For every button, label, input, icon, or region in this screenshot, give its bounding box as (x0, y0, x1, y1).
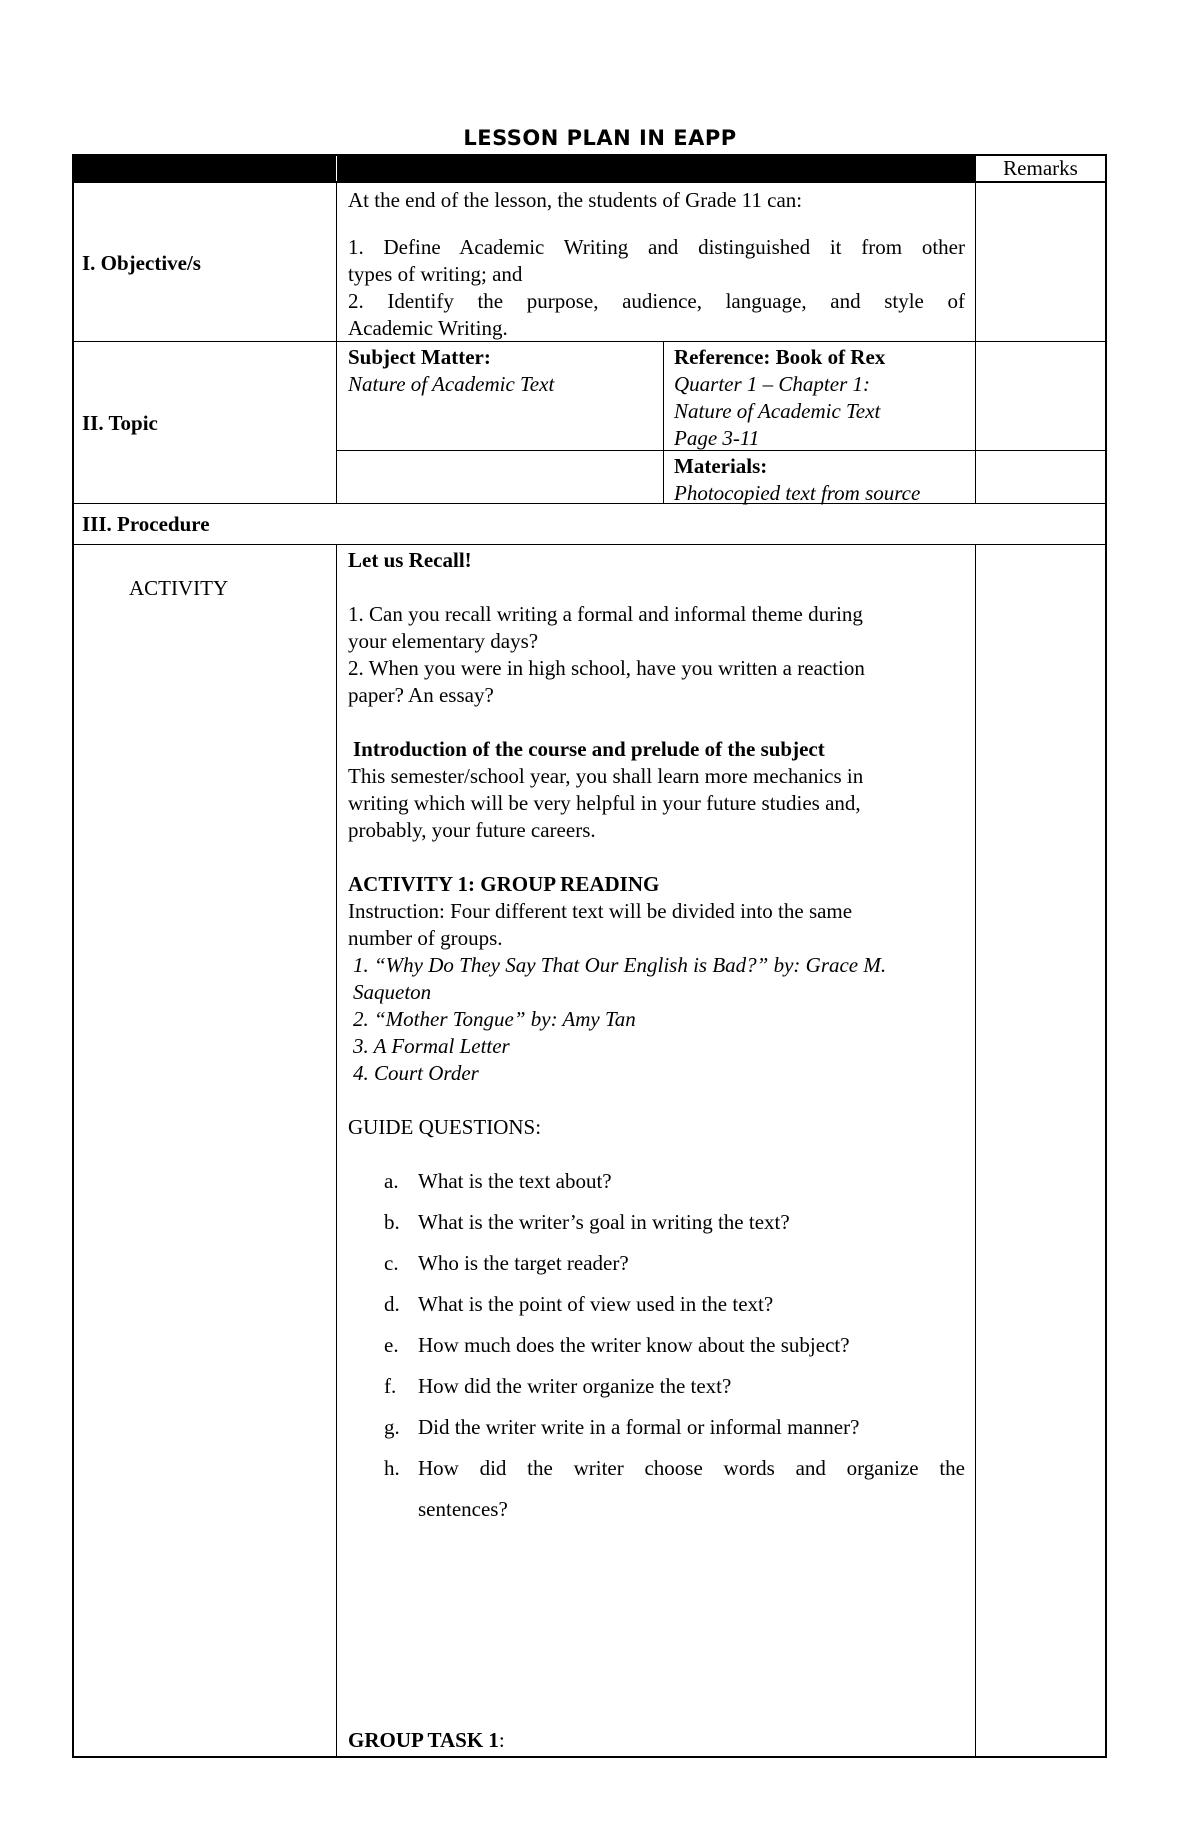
materials-value: Photocopied text from source (674, 481, 921, 505)
recall-heading: Let us Recall! (348, 548, 472, 572)
guide-question-letter: a. (384, 1169, 399, 1193)
recall-question-1-line1: 1. Can you recall writing a formal and informal theme during (348, 602, 863, 626)
recall-question-2-line2: paper? An essay? (348, 683, 494, 707)
recall-question-2-line1: 2. When you were in high school, have you written a reaction (348, 656, 865, 680)
subject-matter-value: Nature of Academic Text (348, 372, 555, 396)
remarks-header: Remarks (975, 156, 1105, 181)
guide-question-letter: f. (384, 1374, 397, 1398)
reading-text-1-line1: 1. “Why Do They Say That Our English is Bad?” by: Grace M. (353, 953, 887, 977)
guide-question-text: How much does the writer know about the subject? (418, 1333, 850, 1357)
intro-line-1: This semester/school year, you shall learn more mechanics in (348, 764, 864, 788)
guide-question-text: Did the writer write in a formal or informal manner? (418, 1415, 860, 1439)
activity-stage-label: ACTIVITY (129, 576, 229, 600)
intro-line-2: writing which will be very helpful in your future studies and, (348, 791, 861, 815)
col-line-1-lower (336, 544, 337, 1758)
instruction-line-1: Instruction: Four different text will be divided into the same (348, 899, 853, 923)
guide-question-letter: g. (384, 1415, 400, 1439)
guide-question-h-continuation: sentences? (418, 1497, 508, 1521)
reference-line-2: Nature of Academic Text (674, 399, 881, 423)
guide-question-text: What is the writer’s goal in writing the text? (418, 1210, 790, 1234)
objective-item-1-line2: types of writing; and (348, 262, 523, 286)
reference-heading: Reference: Book of Rex (674, 345, 886, 369)
objective-item-1-line1: 1. Define Academic Writing and distinguished it from other (348, 235, 965, 259)
recall-question-1-line2: your elementary days? (348, 629, 539, 653)
intro-heading: Introduction of the course and prelude of the subject (353, 737, 825, 761)
table-right-border (1105, 154, 1107, 1758)
col-line-3-upper (975, 183, 976, 503)
row-line-objectives (72, 341, 1107, 342)
guide-question-letter: e. (384, 1333, 399, 1357)
objective-item-2-line1: 2. Identify the purpose, audience, language, and style of (348, 289, 965, 313)
guide-question-text: Who is the target reader? (418, 1251, 629, 1275)
guide-question-text: What is the point of view used in the text? (418, 1292, 774, 1316)
row-line-topic (72, 503, 1107, 504)
col-line-3-lower (975, 544, 976, 1758)
lesson-plan-table (72, 154, 1107, 1758)
group-task-label (348, 1727, 505, 1754)
guide-question-text: How did the writer choose words and organize the (418, 1456, 965, 1480)
procedure-label: III. Procedure (82, 512, 210, 536)
reading-text-3: 3. A Formal Letter (353, 1034, 510, 1058)
intro-line-3: probably, your future careers. (348, 818, 596, 842)
objective-item-2-line2: Academic Writing. (348, 316, 508, 340)
col-line-2 (663, 342, 664, 503)
row-line-procedure (72, 544, 1107, 545)
reading-text-1-line2: Saqueton (353, 980, 432, 1004)
guide-question-letter: c. (384, 1251, 399, 1275)
guide-question-letter: b. (384, 1210, 400, 1234)
guide-question-text: How did the writer organize the text? (418, 1374, 732, 1398)
header-divider (336, 156, 337, 181)
guide-question-letter: d. (384, 1292, 400, 1316)
reference-line-3: Page 3-11 (674, 426, 760, 450)
reading-text-2: 2. “Mother Tongue” by: Amy Tan (353, 1007, 636, 1031)
guide-question-letter: h. (384, 1456, 400, 1480)
subject-matter-heading: Subject Matter: (348, 345, 491, 369)
page-title: LESSON PLAN IN EAPP (463, 126, 737, 150)
col-line-1-upper (336, 183, 337, 503)
objectives-label: I. Objective/s (82, 251, 201, 275)
topic-label: II. Topic (82, 411, 158, 435)
group-task-colon: : (498, 1728, 505, 1752)
group-task-label-text: GROUP TASK 1 (348, 1728, 499, 1752)
reading-text-4: 4. Court Order (353, 1061, 479, 1085)
objectives-intro: At the end of the lesson, the students of Grade 11 can: (348, 188, 803, 212)
activity-1-heading: ACTIVITY 1: GROUP READING (348, 872, 660, 896)
table-left-border (72, 154, 74, 1758)
materials-heading: Materials: (674, 454, 768, 478)
reference-line-1: Quarter 1 – Chapter 1: (674, 372, 870, 396)
guide-questions-heading: GUIDE QUESTIONS: (348, 1115, 542, 1139)
guide-question-text: What is the text about? (418, 1169, 612, 1193)
table-bottom-border (72, 1756, 1107, 1758)
table-header-bar (72, 154, 1107, 183)
instruction-line-2: number of groups. (348, 926, 503, 950)
